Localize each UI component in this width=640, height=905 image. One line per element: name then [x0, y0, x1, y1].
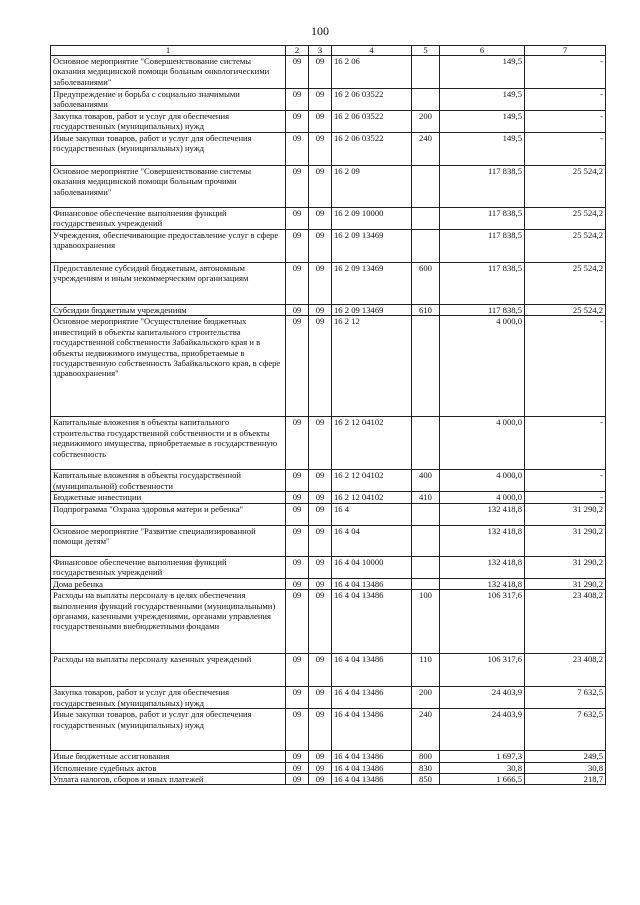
row-expense-type — [412, 166, 440, 208]
table-row — [51, 762, 606, 773]
table-row — [51, 709, 606, 751]
row-expense-type: 110 — [412, 654, 440, 687]
row-name: Финансовое обеспечение выполнения функций государственных учреждений — [51, 208, 286, 230]
row-amount-col7: 31 290,2 — [525, 503, 606, 525]
row-name: Предупреждение и борьба с социально значимыми заболеваниями — [51, 89, 286, 111]
row-name: Капитальные вложения в объекты капитального строительства государственной собственности и в объекты недвижимого имущества, приобретаемые в государственную собственность — [51, 417, 286, 470]
row-amount-col6: 149,5 — [440, 111, 525, 133]
row-name: Расходы на выплаты персоналу казенных учреждений — [51, 654, 286, 687]
row-amount-col6: 4 000,0 — [440, 417, 525, 470]
table-row — [51, 263, 606, 305]
row-amount-col6: 132 418,8 — [440, 525, 525, 556]
row-amount-col7: 25 524,2 — [525, 230, 606, 263]
row-name: Основное мероприятие "Осуществление бюджетных инвестиций в объекты капитального строительства государственной собственности Забайкальского края и в объекты недвижимого имущества, приобретаемые в государственную собственность Забайкальского края, в сфере здравоохранения" — [51, 316, 286, 417]
row-section-code: 09 — [286, 166, 309, 208]
column-number: 6 — [440, 46, 525, 56]
row-amount-col6: 149,5 — [440, 89, 525, 111]
row-name: Подпрограмма "Охрана здоровья матери и ребенка" — [51, 503, 286, 525]
row-target-article: 16 2 12 04102 — [332, 492, 412, 503]
row-section-code: 09 — [286, 654, 309, 687]
table-row — [51, 56, 606, 89]
row-amount-col7: - — [525, 56, 606, 89]
row-target-article: 16 4 04 10000 — [332, 556, 412, 578]
row-name: Предоставление субсидий бюджетным, автономным учреждениям и иным некоммерческим организациям — [51, 263, 286, 305]
row-target-article: 16 4 04 13486 — [332, 590, 412, 654]
row-amount-col6: 4 000,0 — [440, 316, 525, 417]
row-amount-col6: 24 403,9 — [440, 709, 525, 751]
row-subsection-code: 09 — [309, 774, 332, 785]
row-subsection-code: 09 — [309, 230, 332, 263]
row-target-article: 16 4 04 — [332, 525, 412, 556]
row-amount-col6: 24 403,9 — [440, 687, 525, 709]
row-target-article: 16 4 04 13486 — [332, 654, 412, 687]
row-amount-col6: 149,5 — [440, 133, 525, 166]
table-row — [51, 470, 606, 492]
row-amount-col6: 4 000,0 — [440, 492, 525, 503]
row-amount-col6: 30,8 — [440, 762, 525, 773]
row-section-code: 09 — [286, 709, 309, 751]
row-section-code: 09 — [286, 230, 309, 263]
row-amount-col6: 117 838,5 — [440, 230, 525, 263]
row-name: Основное мероприятие "Совершенствование системы оказания медицинской помощи больным онкологическими заболеваниями" — [51, 56, 286, 89]
row-section-code: 09 — [286, 208, 309, 230]
row-name: Иные закупки товаров, работ и услуг для обеспечения государственных (муниципальных) нужд — [51, 709, 286, 751]
row-expense-type: 410 — [412, 492, 440, 503]
row-expense-type — [412, 89, 440, 111]
row-subsection-code: 09 — [309, 556, 332, 578]
row-section-code: 09 — [286, 578, 309, 589]
row-expense-type — [412, 316, 440, 417]
table-row — [51, 687, 606, 709]
row-target-article: 16 4 04 13486 — [332, 709, 412, 751]
row-subsection-code: 09 — [309, 111, 332, 133]
table-row — [51, 525, 606, 556]
row-expense-type — [412, 525, 440, 556]
row-section-code: 09 — [286, 305, 309, 316]
row-amount-col7: 30,8 — [525, 762, 606, 773]
row-target-article: 16 2 12 04102 — [332, 470, 412, 492]
row-target-article: 16 4 04 13486 — [332, 774, 412, 785]
row-subsection-code: 09 — [309, 687, 332, 709]
row-amount-col7: - — [525, 316, 606, 417]
table-row — [51, 578, 606, 589]
row-subsection-code: 09 — [309, 578, 332, 589]
row-section-code: 09 — [286, 263, 309, 305]
row-subsection-code: 09 — [309, 492, 332, 503]
table-row — [51, 305, 606, 316]
row-amount-col6: 117 838,5 — [440, 208, 525, 230]
row-amount-col7: 7 632,5 — [525, 687, 606, 709]
row-name: Исполнение судебных актов — [51, 762, 286, 773]
table-row — [51, 417, 606, 470]
row-section-code: 09 — [286, 774, 309, 785]
table-row — [51, 654, 606, 687]
row-name: Расходы на выплаты персоналу в целях обеспечения выполнения функций государственными (муниципальными) органами, казенными учреждениями, органами управления государственными внебюджетными фондами — [51, 590, 286, 654]
row-target-article: 16 2 06 03522 — [332, 133, 412, 166]
row-name: Дома ребенка — [51, 578, 286, 589]
row-subsection-code: 09 — [309, 709, 332, 751]
row-amount-col7: 25 524,2 — [525, 263, 606, 305]
row-section-code: 09 — [286, 89, 309, 111]
row-amount-col7: 218,7 — [525, 774, 606, 785]
row-section-code: 09 — [286, 525, 309, 556]
row-target-article: 16 2 09 13469 — [332, 305, 412, 316]
row-amount-col7: 25 524,2 — [525, 166, 606, 208]
row-subsection-code: 09 — [309, 751, 332, 762]
row-subsection-code: 09 — [309, 56, 332, 89]
row-section-code: 09 — [286, 133, 309, 166]
row-target-article: 16 4 04 13486 — [332, 751, 412, 762]
column-number: 1 — [51, 46, 286, 56]
row-amount-col6: 1 697,3 — [440, 751, 525, 762]
row-expense-type: 800 — [412, 751, 440, 762]
row-expense-type — [412, 56, 440, 89]
row-target-article: 16 2 06 03522 — [332, 89, 412, 111]
row-subsection-code: 09 — [309, 133, 332, 166]
row-name: Иные бюджетные ассигнования — [51, 751, 286, 762]
row-section-code: 09 — [286, 417, 309, 470]
table-body — [51, 46, 606, 785]
row-name: Закупка товаров, работ и услуг для обеспечения государственных (муниципальных) нужд — [51, 111, 286, 133]
row-expense-type: 240 — [412, 133, 440, 166]
row-section-code: 09 — [286, 751, 309, 762]
row-subsection-code: 09 — [309, 470, 332, 492]
row-target-article: 16 2 09 — [332, 166, 412, 208]
table-row — [51, 133, 606, 166]
row-amount-col6: 1 666,5 — [440, 774, 525, 785]
row-target-article: 16 4 04 13486 — [332, 762, 412, 773]
row-subsection-code: 09 — [309, 166, 332, 208]
row-amount-col7: - — [525, 111, 606, 133]
row-target-article: 16 2 09 13469 — [332, 230, 412, 263]
row-subsection-code: 09 — [309, 654, 332, 687]
row-expense-type: 610 — [412, 305, 440, 316]
row-amount-col6: 132 418,8 — [440, 503, 525, 525]
row-amount-col7: - — [525, 89, 606, 111]
row-section-code: 09 — [286, 503, 309, 525]
row-section-code: 09 — [286, 687, 309, 709]
row-expense-type — [412, 578, 440, 589]
row-name: Уплата налогов, сборов и иных платежей — [51, 774, 286, 785]
table-row — [51, 111, 606, 133]
table-row — [51, 89, 606, 111]
row-section-code: 09 — [286, 556, 309, 578]
row-subsection-code: 09 — [309, 590, 332, 654]
row-amount-col6: 149,5 — [440, 56, 525, 89]
row-amount-col7: - — [525, 133, 606, 166]
row-name: Основное мероприятие "Совершенствование системы оказания медицинской помощи больным прочими заболеваниями" — [51, 166, 286, 208]
column-number: 5 — [412, 46, 440, 56]
table-row — [51, 751, 606, 762]
row-amount-col7: - — [525, 417, 606, 470]
row-subsection-code: 09 — [309, 89, 332, 111]
row-expense-type — [412, 230, 440, 263]
row-name: Финансовое обеспечение выполнения функций государственных учреждений — [51, 556, 286, 578]
row-expense-type — [412, 417, 440, 470]
row-target-article: 16 4 04 13486 — [332, 687, 412, 709]
column-number: 2 — [286, 46, 309, 56]
row-name: Иные закупки товаров, работ и услуг для обеспечения государственных (муниципальных) нужд — [51, 133, 286, 166]
table-row — [51, 492, 606, 503]
row-target-article: 16 2 06 — [332, 56, 412, 89]
table-row — [51, 503, 606, 525]
row-section-code: 09 — [286, 111, 309, 133]
row-section-code: 09 — [286, 56, 309, 89]
row-section-code: 09 — [286, 590, 309, 654]
table-row — [51, 208, 606, 230]
row-target-article: 16 4 — [332, 503, 412, 525]
row-subsection-code: 09 — [309, 762, 332, 773]
row-expense-type: 830 — [412, 762, 440, 773]
row-expense-type: 200 — [412, 111, 440, 133]
row-expense-type: 600 — [412, 263, 440, 305]
table-row — [51, 166, 606, 208]
row-amount-col6: 132 418,8 — [440, 556, 525, 578]
table-row — [51, 774, 606, 785]
row-subsection-code: 09 — [309, 525, 332, 556]
row-amount-col6: 117 838,5 — [440, 166, 525, 208]
row-subsection-code: 09 — [309, 316, 332, 417]
row-name: Субсидии бюджетным учреждениям — [51, 305, 286, 316]
row-target-article: 16 4 04 13486 — [332, 578, 412, 589]
page-number: 100 — [311, 24, 329, 38]
row-amount-col7: 249,5 — [525, 751, 606, 762]
row-expense-type — [412, 503, 440, 525]
row-amount-col7: - — [525, 492, 606, 503]
row-subsection-code: 09 — [309, 208, 332, 230]
budget-table — [50, 45, 606, 785]
row-expense-type: 100 — [412, 590, 440, 654]
column-number: 3 — [309, 46, 332, 56]
row-subsection-code: 09 — [309, 503, 332, 525]
row-amount-col7: 23 408,2 — [525, 654, 606, 687]
row-name: Основное мероприятие "Развитие специализированной помощи детям" — [51, 525, 286, 556]
row-subsection-code: 09 — [309, 263, 332, 305]
row-subsection-code: 09 — [309, 417, 332, 470]
table-row — [51, 590, 606, 654]
row-amount-col6: 106 317,6 — [440, 654, 525, 687]
row-amount-col6: 4 000,0 — [440, 470, 525, 492]
row-amount-col7: 25 524,2 — [525, 305, 606, 316]
column-number: 7 — [525, 46, 606, 56]
row-expense-type — [412, 556, 440, 578]
row-amount-col7: 23 408,2 — [525, 590, 606, 654]
row-expense-type: 850 — [412, 774, 440, 785]
row-section-code: 09 — [286, 470, 309, 492]
row-target-article: 16 2 09 13469 — [332, 263, 412, 305]
row-target-article: 16 2 06 03522 — [332, 111, 412, 133]
row-section-code: 09 — [286, 762, 309, 773]
row-expense-type: 240 — [412, 709, 440, 751]
table-row — [51, 556, 606, 578]
table-row — [51, 230, 606, 263]
row-name: Учреждения, обеспечивающие предоставление услуг в сфере здравоохранения — [51, 230, 286, 263]
row-amount-col6: 117 838,5 — [440, 263, 525, 305]
row-amount-col6: 117 838,5 — [440, 305, 525, 316]
row-target-article: 16 2 09 10000 — [332, 208, 412, 230]
row-name: Бюджетные инвестиции — [51, 492, 286, 503]
row-amount-col6: 106 317,6 — [440, 590, 525, 654]
row-target-article: 16 2 12 — [332, 316, 412, 417]
table-row — [51, 316, 606, 417]
row-amount-col7: 31 290,2 — [525, 525, 606, 556]
column-number-row — [51, 46, 606, 56]
row-section-code: 09 — [286, 492, 309, 503]
row-expense-type: 200 — [412, 687, 440, 709]
row-expense-type: 400 — [412, 470, 440, 492]
row-amount-col7: 31 290,2 — [525, 578, 606, 589]
row-name: Закупка товаров, работ и услуг для обеспечения государственных (муниципальных) нужд — [51, 687, 286, 709]
row-amount-col7: - — [525, 470, 606, 492]
row-amount-col7: 25 524,2 — [525, 208, 606, 230]
row-name: Капитальные вложения в объекты государственной (муниципальной) собственности — [51, 470, 286, 492]
row-amount-col7: 31 290,2 — [525, 556, 606, 578]
row-amount-col7: 7 632,5 — [525, 709, 606, 751]
row-section-code: 09 — [286, 316, 309, 417]
row-target-article: 16 2 12 04102 — [332, 417, 412, 470]
row-expense-type — [412, 208, 440, 230]
row-subsection-code: 09 — [309, 305, 332, 316]
row-amount-col6: 132 418,8 — [440, 578, 525, 589]
column-number: 4 — [332, 46, 412, 56]
